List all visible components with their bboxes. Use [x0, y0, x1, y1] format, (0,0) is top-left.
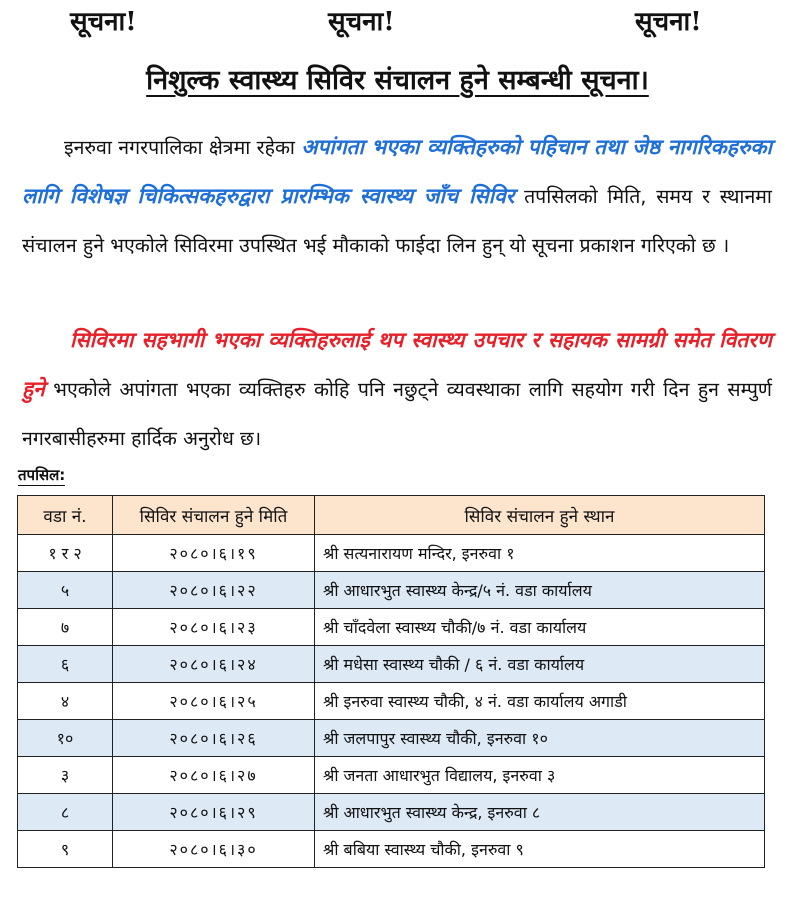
table-row	[18, 794, 765, 831]
row-place: श्री जनता आधारभुत विद्यालय, इनरुवा ३	[315, 757, 765, 794]
notice-header-row	[0, 2, 795, 36]
notice-word-center: सूचना!	[328, 7, 395, 37]
paragraph-2-highlight: सिविरमा सहभागी भएका व्यक्तिहरुलाई थप स्वास्थ्य उपचार र सहायक सामग्री समेत वितरण हुने	[22, 328, 772, 401]
row-date: २०८०।६।३०	[113, 831, 315, 868]
schedule-label: तपसिल:	[18, 466, 66, 484]
table-row	[18, 609, 765, 646]
notice-title	[0, 60, 795, 97]
paragraph-1	[22, 123, 772, 270]
row-date: २०८०।६।२९	[113, 794, 315, 831]
table-row	[18, 535, 765, 572]
row-ward: ६	[18, 646, 113, 683]
notice-word-right: सूचना!	[635, 7, 702, 37]
header-ward: वडा नं.	[18, 496, 113, 535]
row-date: २०८०।६।२७	[113, 757, 315, 794]
table-row	[18, 831, 765, 868]
row-place: श्री आधारभुत स्वास्थ्य केन्द्र, इनरुवा ८	[315, 794, 765, 831]
table-row	[18, 646, 765, 683]
notice-title-text: निशुल्क स्वास्थ्य सिविर संचालन हुने सम्बन्धी सूचना।	[146, 65, 649, 96]
row-date: २०८०।६।२२	[113, 572, 315, 609]
table-row	[18, 572, 765, 609]
row-place: श्री जलपापुर स्वास्थ्य चौकी, इनरुवा १०	[315, 720, 765, 757]
header-date: सिविर संचालन हुने मिति	[113, 496, 315, 535]
row-ward: ४	[18, 683, 113, 720]
row-place: श्री चाँदवेला स्वास्थ्य चौकी/७ नं. वडा कार्यालय	[315, 609, 765, 646]
row-place: श्री आधारभुत स्वास्थ्य केन्द्र/५ नं. वडा कार्यालय	[315, 572, 765, 609]
row-ward: ८	[18, 794, 113, 831]
row-date: २०८०।६।२६	[113, 720, 315, 757]
row-ward: ९	[18, 831, 113, 868]
row-ward: १०	[18, 720, 113, 757]
row-place: श्री इनरुवा स्वास्थ्य चौकी, ४ नं. वडा कार्यालय अगाडी	[315, 683, 765, 720]
row-ward: १ र २	[18, 535, 113, 572]
row-ward: ५	[18, 572, 113, 609]
row-ward: ७	[18, 609, 113, 646]
table-row	[18, 757, 765, 794]
row-place: श्री सत्यनारायण मन्दिर, इनरुवा १	[315, 535, 765, 572]
paragraph-2	[22, 316, 772, 463]
header-place: सिविर संचालन हुने स्थान	[315, 496, 765, 535]
table-row	[18, 720, 765, 757]
row-place: श्री मधेसा स्वास्थ्य चौकी / ६ नं. वडा कार्यालय	[315, 646, 765, 683]
row-place: श्री बबिया स्वास्थ्य चौकी, इनरुवा ९	[315, 831, 765, 868]
table-header-row	[18, 496, 765, 535]
table-row	[18, 683, 765, 720]
row-date: २०८०।६।१९	[113, 535, 315, 572]
row-ward: ३	[18, 757, 113, 794]
paragraph-2-rest: भएकोले अपांगता भएका व्यक्तिहरु कोहि पनि नछुट्ने व्यवस्थाका लागि सहयोग गरी दिन हुन सम्पुर्ण नगरबासीहरुमा हार्दिक अनुरोध छ।	[22, 378, 772, 450]
paragraph-1-highlight: अपांगता भएका व्यक्तिहरुको पहिचान तथा जेष्ठ नागरिकहरुका लागि विशेषज्ञ चिकित्सकहरुद्वारा प्रारम्भिक स्वास्थ्य जाँच सिविर	[22, 135, 772, 208]
paragraph-1-rest: तपसिलको मिति, समय र स्थानमा संचालन हुने भएकोले सिविरमा उपस्थित भई मौकाको फाईदा लिन हुन् यो सूचना प्रकाशन गरिएको छ ।	[22, 185, 772, 257]
row-date: २०८०।६।२५	[113, 683, 315, 720]
notice-word-left: सूचना!	[70, 7, 137, 37]
schedule-table	[17, 495, 765, 868]
paragraph-1-intro: इनरुवा नगरपालिका क्षेत्रमा रहेका	[64, 136, 295, 159]
row-date: २०८०।६।२४	[113, 646, 315, 683]
row-date: २०८०।६।२३	[113, 609, 315, 646]
